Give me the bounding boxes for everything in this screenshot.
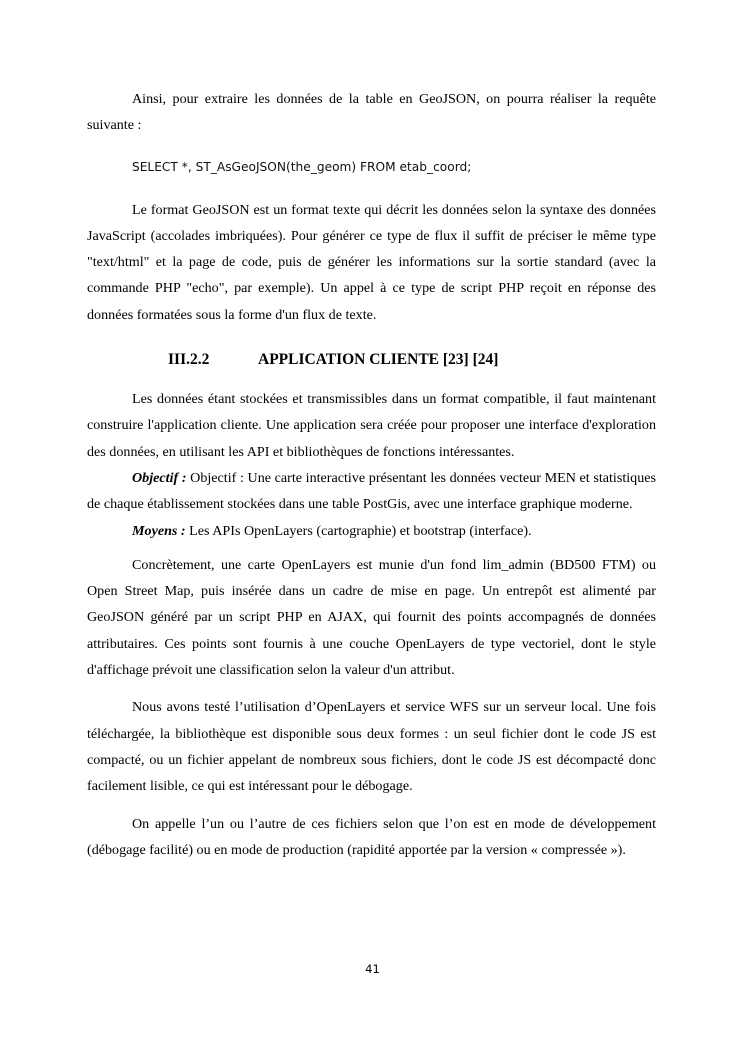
paragraph-objectif: [87, 465, 656, 518]
paragraph-intro-query: Ainsi, pour extraire les données de la table en GeoJSON, on pourra réaliser la requête suivante :: [87, 91, 656, 134]
paragraph-geojson-format: Le format GeoJSON est un format texte qui décrit les données selon la syntaxe des données JavaScript (accolades imbriquées). Pour générer ce type de flux il suffit de préciser le même type "text/html" et la page de code, puis de générer les informations sur la sortie standard (avec la commande PHP "echo", par exemple). Un appel à ce type de script PHP reçoit en réponse des données formatées sous la forme d'un flux de texte.: [87, 201, 656, 323]
paragraph-moyens: [87, 518, 656, 544]
paragraph-openlayers-map: Concrètement, une carte OpenLayers est munie d'un fond lim_admin (BD500 FTM) ou Open Street Map, puis insérée dans un cadre de mise en page. Un entrepôt est alimenté par GeoJSON généré par un script PHP en AJAX, qui fournit des points accompagnés de données attributaires. Ces points sont fournis à une couche OpenLayers de type vectoriel, dont le style d'affichage prévoit une classification selon la valeur d'un attribut.: [87, 556, 656, 679]
sql-code-line: SELECT *, ST_AsGeoJSON(the_geom) FROM etab_coord;: [132, 159, 472, 174]
paragraph-client-app: Les données étant stockées et transmissibles dans un format compatible, il faut maintenant construire l'application cliente. Une application sera créée pour proposer une interface d'exploration des données, en utilisant les API et bibliothèques de fonctions intéressantes.: [87, 391, 656, 460]
section-number: III.2.2: [168, 351, 210, 369]
objectif-label: Objectif :: [132, 469, 187, 486]
paragraph-wfs-test: Nous avons testé l’utilisation d’OpenLayers et service WFS sur un serveur local. Une fois téléchargée, la bibliothèque est disponible sous deux formes : un seul fichier dont le code JS est compacté, ou un fichier appelant de nombreux sous fichiers, dont le code JS est décompacté donc facilement lisible, ce qui est intéressant pour le débogage.: [87, 699, 656, 795]
moyens-text: Les APIs OpenLayers (cartographie) et bootstrap (interface).: [185, 522, 532, 539]
paragraph-modes: On appelle l’un ou l’autre de ces fichiers selon que l’on est en mode de développement (débogage facilité) ou en mode de production (rapidité apportée par la version « compressée »).: [87, 815, 656, 858]
objectif-text: Objectif : Une carte interactive présentant les données vecteur MEN et statistiques de chaque établissement stockées dans une table PostGis, avec une interface graphique moderne.: [87, 469, 656, 513]
moyens-label: Moyens :: [132, 522, 186, 539]
page-number: 41: [365, 962, 380, 976]
section-heading: [168, 350, 656, 370]
section-title: APPLICATION CLIENTE [23] [24]: [258, 351, 499, 369]
